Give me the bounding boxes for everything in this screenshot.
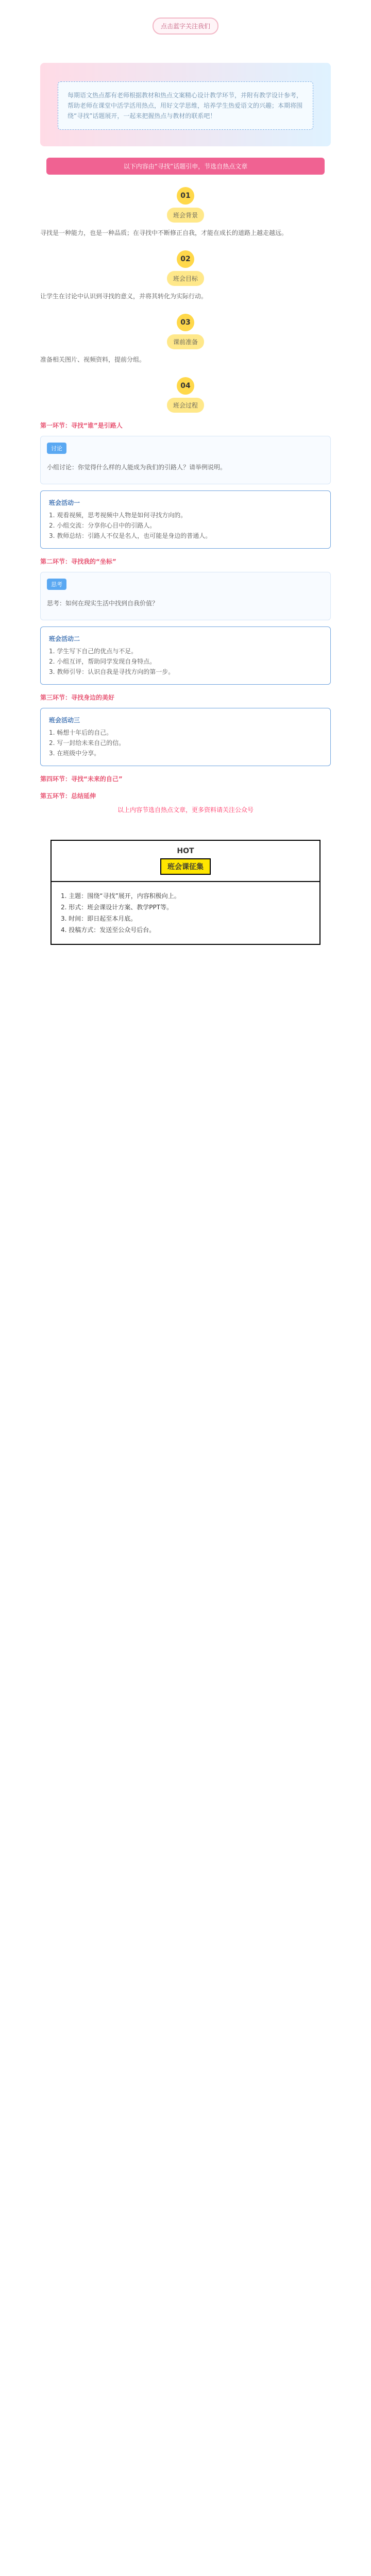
header <box>0 0 371 54</box>
hot-row: 1. 主题：围绕“寻找”展开，内容积极向上。 <box>61 892 180 900</box>
subheading: 第二环节：寻找我的“坐标” <box>40 558 116 565</box>
activity-box-1 <box>40 490 331 549</box>
section-number: 01 <box>177 187 194 205</box>
box-title: 班会活动一 <box>49 499 80 506</box>
intro-text: 每期语文热点都有老师根据教材和热点文案精心设计教学环节，并附有教学设计参考，帮助老师在课堂中活学活用热点，用好文学思维，培养学生热爱语文的兴趣；本期将围绕“寻找”话题展开，一起来把握热点与教材的联系吧！ <box>68 92 303 120</box>
paragraph: 让学生在讨论中认识到寻找的意义，并将其转化为实际行动。 <box>40 293 208 300</box>
box-item: 3. 教师总结：引路人不仅是名人，也可能是身边的普通人。 <box>49 532 212 539</box>
discussion-card <box>40 572 331 620</box>
box-item: 2. 小组互评，帮助同学发现自身特点。 <box>49 658 156 665</box>
card-label: 讨论 <box>47 443 66 454</box>
intro-inner <box>58 81 313 130</box>
activity-box-2 <box>40 626 331 685</box>
card-text: 思考：如何在现实生活中找到自我价值？ <box>47 600 159 607</box>
card-text: 小组讨论：你觉得什么样的人能成为我们的引路人？请举例说明。 <box>47 464 227 471</box>
box-item: 1. 观看视频，思考视频中人物是如何寻找方向的。 <box>49 512 187 519</box>
box-item: 3. 在班级中分享。 <box>49 750 100 757</box>
box-item: 2. 小组交流：分享你心目中的引路人。 <box>49 522 156 529</box>
activity-box-3 <box>40 708 331 766</box>
discussion-card <box>40 436 331 484</box>
hot-row: 4. 投稿方式：发送至公众号后台。 <box>61 926 156 934</box>
paragraph: 寻找是一种能力，也是一种品质；在寻找中不断修正自我，才能在成长的道路上越走越远。 <box>40 229 288 236</box>
section-name: 班会过程 <box>167 398 204 413</box>
hot-row: 3. 时间：即日起至本月底。 <box>61 915 137 922</box>
intro-ribbon: 以下内容由“寻找”话题引申，节选自热点文章 <box>46 158 325 175</box>
box-item: 3. 教师引导：认识自我是寻找方向的第一步。 <box>49 668 175 675</box>
content <box>0 187 371 965</box>
section-title-4 <box>40 377 331 413</box>
subheading: 第三环节：寻找身边的美好 <box>40 694 115 701</box>
section-name: 班会背景 <box>167 208 204 223</box>
subheading: 第四环节：寻找“未来的自己” <box>40 775 123 783</box>
section-number: 02 <box>177 250 194 268</box>
section-title-2 <box>40 250 331 286</box>
box-title: 班会活动三 <box>49 717 80 724</box>
box-item: 1. 畅想十年后的自己。 <box>49 729 113 736</box>
section-number: 03 <box>177 314 194 331</box>
section-title-3 <box>40 314 331 349</box>
hot-row: 2. 形式：班会课设计方案、教学PPT等。 <box>61 904 173 911</box>
section-name: 课前准备 <box>167 334 204 349</box>
subheading: 第五环节：总结延伸 <box>40 792 96 800</box>
hot-body <box>52 882 319 944</box>
section-title-1 <box>40 187 331 223</box>
follow-pill[interactable]: 点击蓝字关注我们 <box>153 18 218 35</box>
box-item: 2. 写一封给未来自己的信。 <box>49 739 125 747</box>
box-item: 1. 学生写下自己的优点与不足。 <box>49 648 138 655</box>
highlight-text: 以上内容节选自热点文章，更多资料请关注公众号 <box>117 806 254 814</box>
hot-label: HOT <box>177 847 194 855</box>
section-name: 班会目标 <box>167 271 204 286</box>
cta-button[interactable]: 班会课征集 <box>160 858 211 875</box>
card-label: 思考 <box>47 579 66 590</box>
paragraph: 准备相关图片、视频资料，提前分组。 <box>40 356 146 363</box>
box-title: 班会活动二 <box>49 635 80 642</box>
footer-space <box>40 945 331 965</box>
intro-card <box>40 63 331 146</box>
page <box>0 0 371 965</box>
section-number: 04 <box>177 377 194 395</box>
hot-top <box>52 841 319 882</box>
hot-card <box>50 840 321 945</box>
subheading: 第一环节：寻找“谁”是引路人 <box>40 422 123 429</box>
